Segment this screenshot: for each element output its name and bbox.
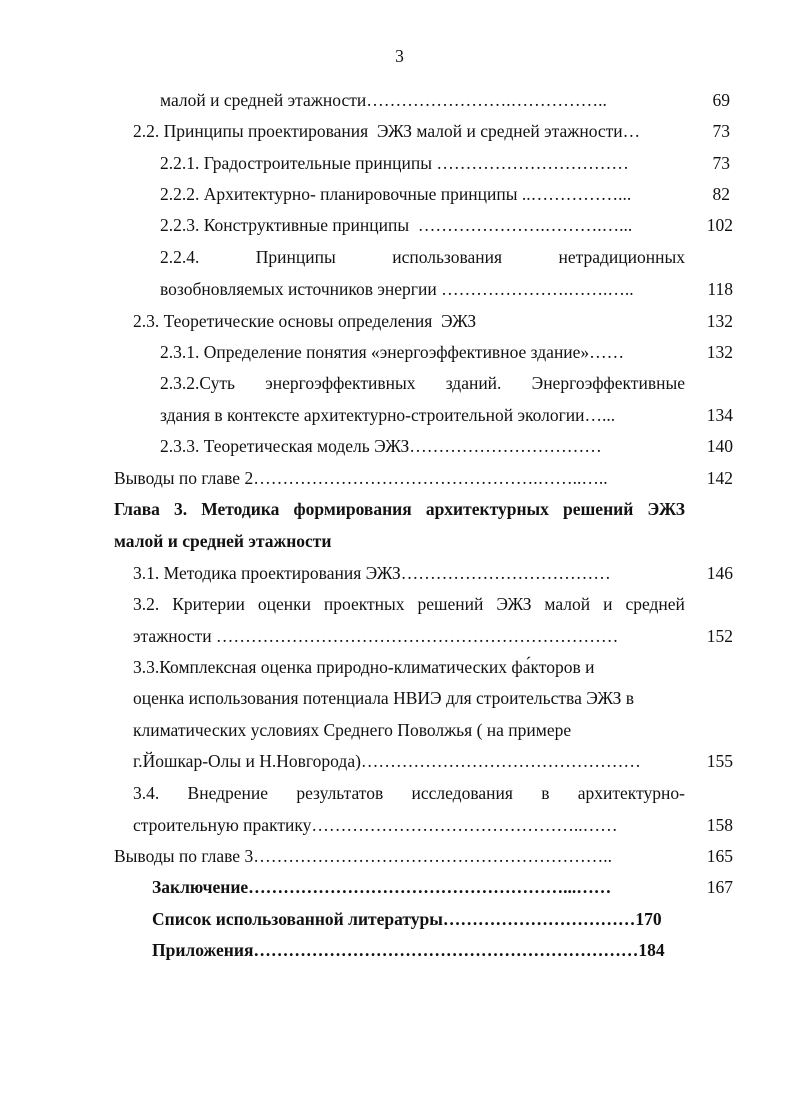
toc-entry-page: 142 [706,468,733,488]
toc-entry-text: возобновляемых источников энергии ………………….…….….. [160,279,634,299]
toc-entry-text: оценка использования потенциала НВИЭ для строительства ЭЖЗ в [133,688,634,708]
toc-entry-text: здания в контексте архитектурно-строительной экологии…... [160,405,616,425]
toc-entry-justified [160,373,685,394]
toc-entry-page: 73 [712,121,730,141]
toc-entry-text: 2.3. Теоретические основы определения ЭЖЗ [133,311,477,331]
toc-word: в [541,783,550,803]
toc-entry-text: Приложения…………………………………………………………184 [152,940,665,960]
toc-word: результатов [296,783,384,803]
toc-entry-text: 2.3.3. Теоретическая модель ЭЖЗ…………………………… [160,436,602,456]
toc-word: Критерии [172,594,245,614]
toc-word: малой [544,594,591,614]
toc-word: использования [392,247,503,267]
toc-word: 2.2.4. [160,247,200,267]
toc-entry-text: этажности …………………………………………………………… [133,626,619,646]
toc-entry-text: 2.2. Принципы проектирования ЭЖЗ малой и средней этажности… [133,121,641,141]
toc-entry-text: 2.2.2. Архитектурно- планировочные принципы ..……………... [160,184,632,204]
toc-word: Энергоэффективные [531,373,685,393]
toc-word: решений [417,594,484,614]
toc-word: проектных [323,594,405,614]
toc-word: исследования [411,783,513,803]
toc-word: архитектурно- [577,783,685,803]
toc-entry-page: 158 [706,815,733,835]
toc-entry-page: 132 [706,342,733,362]
chapter-heading [114,499,685,520]
toc-entry-page: 134 [706,405,733,425]
toc-word: Внедрение [187,783,269,803]
toc-entry-text: Выводы по главе 3…………………………………………………….. [114,846,612,866]
toc-entry-text: Список использованной литературы……………………………170 [152,909,662,929]
toc-entry-page: 155 [706,751,733,771]
toc-entry-page: 167 [706,877,733,897]
toc-entry-page: 69 [712,90,730,110]
toc-entry-page: 152 [706,626,733,646]
toc-entry-text: малой и средней этажности…………………….…………….. [160,90,607,110]
toc-word: нетрадиционных [558,247,685,267]
toc-word: 3.4. [133,783,160,803]
heading-word: 3. [174,499,188,519]
toc-entry-page: 165 [706,846,733,866]
heading-word: ЭЖЗ [647,499,685,519]
toc-word: Принципы [255,247,336,267]
toc-entry-text: 2.2.3. Конструктивные принципы ………………….……….…... [160,215,633,235]
toc-entry-text: 2.3.1. Определение понятия «энергоэффективное здание»…… [160,342,625,362]
toc-entry-page: 73 [712,153,730,173]
toc-entry-text: 3.1. Методика проектирования ЭЖЗ……………………………… [133,563,611,583]
toc-entry-text: Выводы по главе 2………………………………………….……..….. [114,468,608,488]
toc-word: и [603,594,613,614]
toc-word: энергоэффективных [265,373,416,393]
toc-entry-text: 3.3.Комплексная оценка природно-климатических фа́кторов и [133,657,595,677]
toc-word: зданий. [445,373,502,393]
toc-entry-page: 102 [706,215,733,235]
toc-word: средней [625,594,685,614]
page-number: 3 [395,46,404,66]
heading-word: Методика [201,499,280,519]
toc-word: ЭЖЗ [496,594,532,614]
toc-entry-justified [160,247,685,268]
toc-entry-page: 118 [707,279,733,299]
toc-entry-page: 132 [706,311,733,331]
toc-word: оценки [257,594,311,614]
toc-entry-text: Заключение………………………………………………...…… [152,877,612,897]
heading-word: решений [563,499,634,519]
toc-word: 3.2. [133,594,160,614]
heading-word: Глава [114,499,160,519]
chapter-heading-continued: малой и средней этажности [114,531,332,551]
toc-entry-page: 140 [706,436,733,456]
toc-entry-page: 82 [712,184,730,204]
heading-word: архитектурных [425,499,549,519]
toc-entry-text: 2.2.1. Градостроительные принципы …………………………… [160,153,629,173]
toc-entry-page: 146 [706,563,733,583]
heading-word: формирования [293,499,412,519]
toc-entry-text: г.Йошкар-Олы и Н.Новгорода)………………………………………… [133,751,641,771]
toc-entry-text: климатических условиях Среднего Поволжья ( на примере [133,720,572,740]
toc-entry-justified [133,594,685,615]
toc-entry-text: строительную практику………………………………………..…… [133,815,618,835]
toc-entry-justified [133,783,685,804]
toc-word: 2.3.2.Суть [160,373,235,393]
